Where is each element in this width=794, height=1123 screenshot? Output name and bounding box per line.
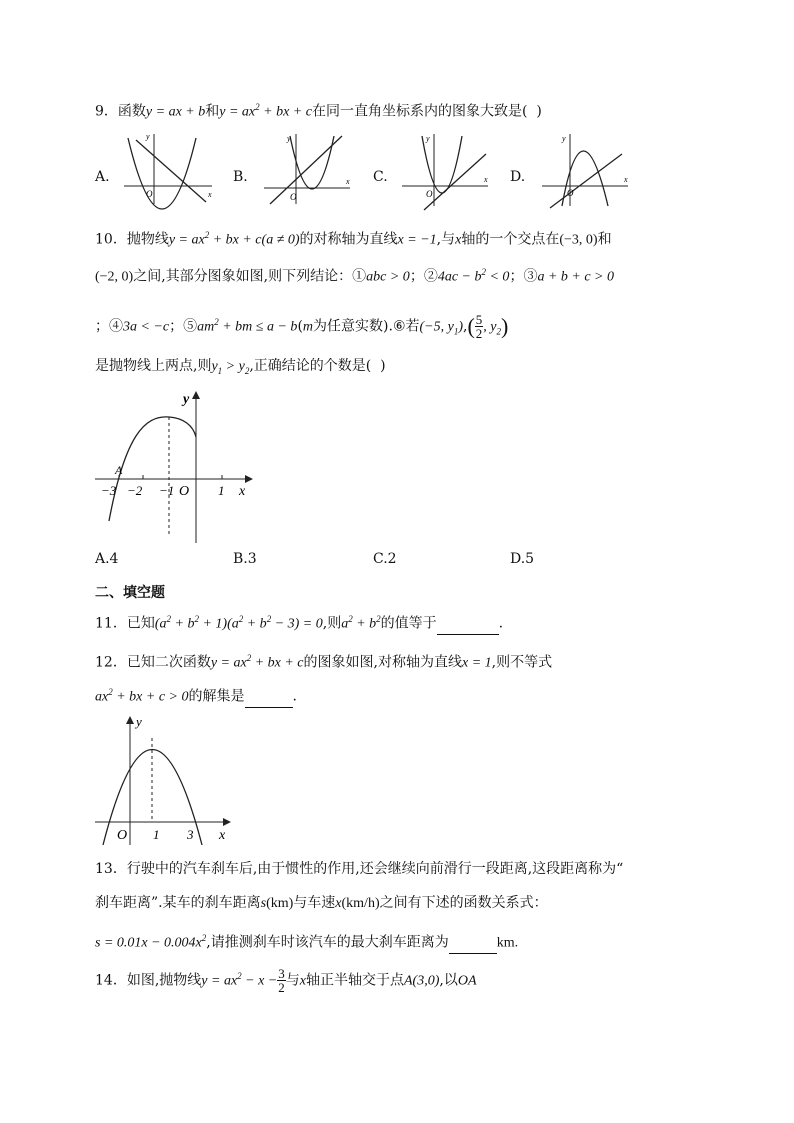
- q9-d-y-label: y: [562, 134, 566, 143]
- q10-option-a: A.4: [95, 551, 119, 567]
- q10-tick-1: 1: [218, 483, 225, 498]
- q10-stem-line1: 10．抛物线$y = ax^2$ + bx + c(a ≠ 0)的对称轴为直线x = −1,与x轴的一个交点在(−3, 0)和: [95, 230, 612, 248]
- section-fill-in-blank-title: 二、填空题: [95, 585, 165, 601]
- q9-b-origin: O: [290, 192, 297, 202]
- q12-tick-1: 1: [153, 827, 160, 842]
- q9-stem: 9．函数y = ax + b和$y = ax^2$ + bx + c在同一直角坐标系内的图象大致是( ): [95, 102, 542, 120]
- q13-stem-line3: $s = 0.01x - 0.004x^2$,请推测刹车时该汽车的最大刹车距离为 km.: [95, 928, 518, 954]
- q13-stem-line2: 刹车距离”.某车的刹车距离s(km)与车速x(km/h)之间有下述的函数关系式：: [95, 895, 548, 911]
- q10-stem-line4: 是抛物线上两点,则$y_1 > y_2$,正确结论的个数是( ): [95, 358, 386, 376]
- q12-origin: O: [117, 828, 128, 843]
- q9-option-b-label: B.: [233, 169, 248, 185]
- q9-b-y-label: y: [287, 134, 291, 143]
- q9-b-x-label: x: [346, 177, 350, 186]
- q12-stem-line2: $ax^2$ + bx + c > 0的解集是 .: [95, 682, 297, 708]
- q9-c-y-label: y: [426, 134, 430, 143]
- q10-fraction: $\frac{5}{2}$: [475, 312, 483, 342]
- q13-stem-line1: 13．行驶中的汽车刹车后,由于惯性的作用,还会继续向前滑行一段距离,这段距离称为“: [95, 861, 624, 877]
- q12-y-label: y: [136, 714, 142, 729]
- q9-option-c-label: C.: [373, 169, 388, 185]
- q10-stem-line3: ；④3a < −c；$⑤am^2$ + bm ≤ a − b(m为任意实数).⑥若(−5, $y_1$),( $\frac{5}{2}$ , $y_2$): [95, 312, 509, 342]
- q10-stem-line2: (−2, 0)之间,其部分图象如图,则下列结论：①abc > 0；②4ac − $b^2 < 0$；③a + b + c > 0: [95, 267, 614, 285]
- q9-c-x-label: x: [484, 175, 488, 184]
- q9-a-x-label: x: [208, 190, 212, 199]
- q9-d-x-label: x: [624, 175, 628, 184]
- q10-option-c: C.2: [373, 551, 397, 567]
- q9-option-b-graph: [262, 130, 357, 205]
- q9-a-y-label: y: [146, 132, 150, 141]
- q10-tick-neg2: −2: [127, 483, 143, 498]
- q10-graph: [95, 385, 265, 545]
- q10-tick-neg1: −1: [159, 483, 175, 498]
- q10-origin: O: [179, 484, 190, 499]
- q10-x-label: x: [239, 484, 246, 499]
- q9-option-d-label: D.: [510, 169, 526, 185]
- q12-answer-blank[interactable]: [245, 693, 293, 708]
- q9-a-origin: O: [146, 189, 153, 199]
- q12-stem-line1: 12．已知二次函数$y = ax^2$ + bx + c的图象如图,对称轴为直线x = 1,则不等式: [95, 653, 553, 671]
- q9-option-a-graph: [120, 130, 215, 205]
- q10-y-label: y: [183, 392, 190, 407]
- q10-option-b: B.3: [233, 551, 257, 567]
- q11-stem: 11．已知$(a^2 + b^2 + 1)(a^2 + b^2 - 3) = 0$,则$a^2 + b^2$的值等于 .: [95, 609, 503, 635]
- q9-option-c-graph: [400, 130, 495, 210]
- q14-stem: 14．如图,抛物线$y = ax^2 - x$ − $\frac{3}{2}$ 与x轴正半轴交于点A(3,0),以OA: [95, 966, 477, 996]
- q9-c-origin: O: [426, 189, 433, 199]
- q9-option-d-graph: [540, 130, 635, 210]
- q9-d-origin: O: [567, 188, 574, 198]
- q12-tick-3: 3: [187, 827, 194, 842]
- q14-fraction: $\frac{3}{2}$: [278, 966, 285, 996]
- q12-graph: [95, 712, 245, 847]
- q9-option-a-label: A.: [95, 169, 110, 185]
- q11-answer-blank[interactable]: [437, 620, 499, 635]
- q12-x-label: x: [219, 828, 226, 843]
- q13-answer-blank[interactable]: [449, 939, 497, 954]
- q10-point-a: A: [115, 463, 123, 477]
- q10-tick-neg3: −3: [101, 483, 117, 498]
- q10-option-d: D.5: [510, 551, 535, 567]
